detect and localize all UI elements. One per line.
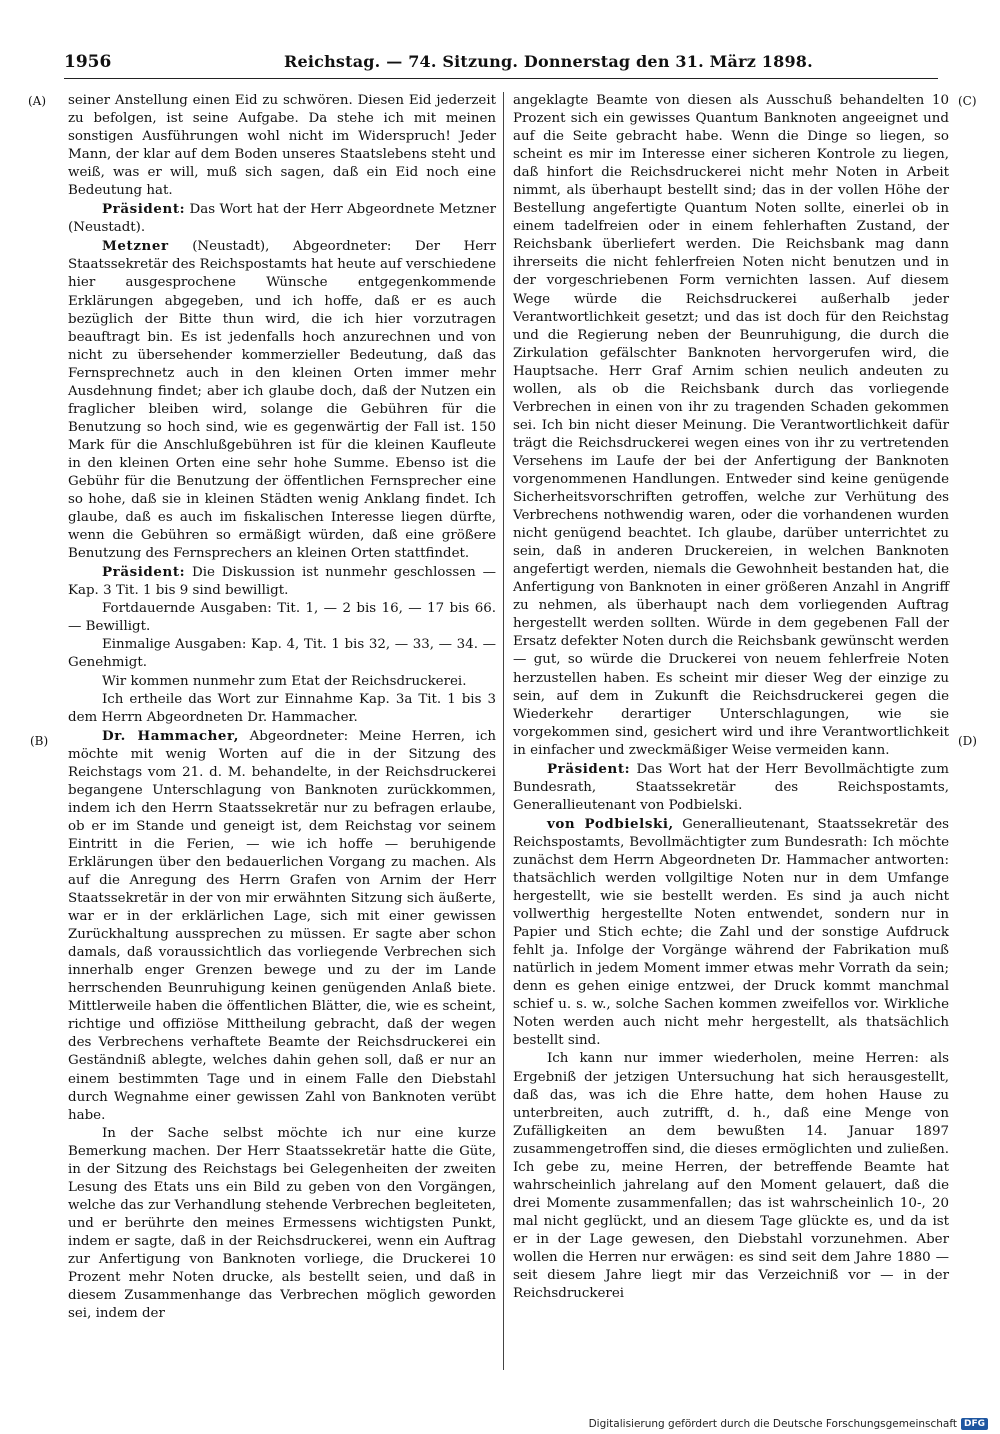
speech-text: Abgeordneter: Meine Herren, ich möchte mit wenig Worten auf die in der Sitzung des Reichstags vom 21. d. M. behandelte, in der Reichsdruckerei begangene Unterschlagung von Banknoten zurückkommen, indem ich den Herrn Staatssekretär nur zu befragen erlaube, ob er im Stande und geneigt ist, dem Reichstag vor seinem Eintritt in die Ferien, — wie ich hoffe — beruhigende Erklärungen über den bedauerlichen Vorgang zu machen. Als auf die Anregung des Herrn Grafen von Arnim der Herr Staatssekretär in der von mir erwähnten Sitzung sich äußerte, war er in der erklärlichen Lage, sich mit einer gewissen Zurückhaltung aussprechen zu müssen. Er sagte aber schon damals, daß voraussichtlich das vorliegende Verbrechen sich innerhalb enger Grenzen bewege und zu der im Lande herrschenden Beunruhigung keinen genügenden Anlaß biete. Mittlerweile haben die öffentlichen Blätter, die, wie es scheint, richtige und offiziöse Mittheilung gebracht, daß der wegen des Verbrechens verhaftete Beamte der Reichsdruckerei ein Geständniß ablegte, welches dahin gehen soll, daß er nur an einem bestimmten Tage und in einem Falle den Diebstahl durch Wegnahme einer gewissen Zahl von Banknoten verübt habe.	[68, 728, 496, 1123]
margin-marker-b: (B)	[30, 734, 49, 748]
speaker-name: Präsident:	[547, 760, 631, 777]
dfg-logo-icon: DFG	[961, 1418, 988, 1430]
speech-text: Das Wort hat der Herr Bevollmächtigte zum Bundesrath, Staatssekretär des Reichspostamts, Generallieutenant von Podbielski.	[513, 761, 949, 813]
speaker-name: Präsident:	[102, 564, 186, 581]
margin-marker-c: (C)	[958, 94, 977, 108]
paragraph: seiner Anstellung einen Eid zu schwören. Diesen Eid jederzeit zu befolgen, ist seine Aufgabe. Da stehe ich mit meinen sonstigen Ausführungen wohl nicht im Widerspruch! Jeder Mann, der klar auf dem Boden unseres Staatslebens steht und weiß, was er will, muß sich sagen, daß ein Eid noch eine Bedeutung hat.	[68, 93, 496, 199]
speech-text: Das Wort hat der Herr Abgeordnete Metzner (Neustadt).	[68, 202, 496, 236]
paragraph	[68, 563, 496, 600]
speaker-name: Präsident:	[102, 201, 186, 218]
paragraph	[68, 237, 496, 563]
paragraph: Einmalige Ausgaben: Kap. 4, Tit. 1 bis 32, — 33, — 34. — Genehmigt.	[68, 637, 496, 671]
paragraph: In der Sache selbst möchte ich nur eine kurze Bemerkung machen. Der Herr Staatssekretär hatte die Güte, in der Sitzung des Reichstags bei Gelegenheiten der zweiten Lesung des Etats uns ein Bild zu geben von den Vorgängen, welche das zur Verhandlung stehende Verbrechen begleiteten, und er berührte den meines Ermessens wichtigsten Punkt, indem er sagte, daß in der Reichsdruckerei, wenn ein Auftrag zur Anfertigung von Banknoten vorliege, die Druckerei 10 Prozent mehr Noten drucke, als bestellt seien, und daß in diesem Zusammenhange das Verbrechen möglich geworden sei, indem der	[68, 1125, 496, 1322]
running-title: Reichstag. — 74. Sitzung. Donnerstag den 31. März 1898.	[284, 52, 813, 71]
paragraph	[513, 815, 949, 1051]
right-column	[513, 92, 949, 1303]
column-divider	[503, 92, 504, 1370]
speaker-name: Dr. Hammacher,	[102, 727, 239, 744]
digitization-credit: Digitalisierung gefördert durch die Deutsche Forschungsgemeinschaft	[588, 1418, 957, 1430]
paragraph	[68, 200, 496, 237]
page-number: 1956	[64, 52, 112, 72]
paragraph: angeklagte Beamte von diesen als Ausschuß behandelten 10 Prozent sich ein gewisses Quantum Banknoten angeeignet und auf die Seite gebracht habe. Wenn die Dinge so liegen, so scheint es mir im Interesse einer sicheren Kontrole zu liegen, daß hinfort die Reichsdruckerei nicht mehr Noten in Arbeit nimmt, als überhaupt bestellt sind; das in der vollen Höhe der Bestellung angefertigte Quantum Noten sollte, einerlei ob in einem tadelfreien oder in einem fehlerhaften Zustand, der Reichsbank überliefert werden. Die Reichsbank mag dann ihrerseits die nicht fehlerfreien Noten nicht benutzen und in der vorgeschriebenen Form vernichten lassen. Auf diesem Wege würde die Reichsdruckerei außerhalb jeder Verantwortlichkeit gesetzt; und das ist doch für den Reichstag und die Regierung neben der Beunruhigung, die durch die Zirkulation gefälschter Banknoten hervorgerufen wird, die Hauptsache. Herr Graf Arnim schien neulich andeuten zu wollen, als ob die Reichsbank durch das vorliegende Verbrechen in einen von ihr zu tragenden Schaden gekommen sei. Ich bin nicht dieser Meinung. Die Verantwortlichkeit dafür trägt die Reichsdruckerei wegen eines von ihr zu vertretenden Versehens im Laufe der bei der Anfertigung der Banknoten vorgenommenen Handlungen. Entweder sind keine genügende Sicherheitsvorschriften getroffen, welche zur Verhütung des Verbrechens nothwendig waren, oder die vorhandenen wurden nicht genügend beachtet. Ich glaube, darüber unterrichtet zu sein, daß in anderen Druckereien, in welchen Banknoten angefertigt werden, niemals die Gewohnheit bestanden hat, die Anfertigung von Banknoten in einer größeren Anzahl in Angriff zu nehmen, als überhaupt nach dem vorliegenden Auftrag hergestellt werden sollten. Würde in dem gegebenen Fall der Ersatz defekter Noten durch die Reichsbank gewünscht werden — gut, so würde die Druckerei von neuem fehlerfreie Noten herzustellen haben. Es scheint mir dieser Weg der einzige zu sein, auf dem in Zukunft die Reichsdruckerei gegen die Wiederkehr derartiger Unterschlagungen, wie sie vorgekommen sind, gesichert wird und ihre Verantwortlichkeit in einfacher und zweckmäßiger Weise vermeiden kann.	[513, 93, 949, 758]
paragraph: Wir kommen nunmehr zum Etat der Reichsdruckerei.	[102, 673, 467, 689]
paragraph: Ich ertheile das Wort zur Einnahme Kap. 3a Tit. 1 bis 3 dem Herrn Abgeordneten Dr. Hammacher.	[68, 691, 496, 725]
margin-marker-d: (D)	[958, 734, 977, 748]
paragraph	[68, 727, 496, 1125]
speaker-name: Metzner	[102, 238, 169, 255]
left-column	[68, 92, 496, 1323]
speech-text: Generallieutenant, Staatssekretär des Reichspostamts, Bevollmächtigter zum Bundesrath: Ich möchte zunächst dem Herrn Abgeordneten Dr. Hammacher antworten: thatsächlich werden vollgiltige Noten nur in dem Umfange hergestellt, wie sie bestellt werden. Es sind ja auch nicht vollwerthig hergestellte Noten entwendet, sondern nur in Papier und Stich echte; die Zahl und der sonstige Aufdruck fehlt ja. Infolge der Vorgänge während der Fabrikation muß natürlich in jedem Moment immer etwas mehr Vorrath da sein; denn es gehen einige entzwei, der Druck kommt manchmal schief u. s. w., solche Sachen kommen zweifellos vor. Wirkliche Noten werden auch nicht mehr hergestellt, als thatsächlich bestellt sind.	[513, 816, 949, 1049]
paragraph: Fortdauernde Ausgaben: Tit. 1, — 2 bis 16, — 17 bis 66. — Bewilligt.	[68, 601, 496, 635]
speech-text: Die Diskussion ist nunmehr geschlossen — Kap. 3 Tit. 1 bis 9 sind bewilligt.	[68, 565, 496, 599]
paragraph: Ich kann nur immer wiederholen, meine Herren: als Ergebniß der jetzigen Untersuchung hat sich herausgestellt, daß das, was ich die Ehre hatte, dem hohen Hause zu unterbreiten, auch zutrifft, d. h., daß eine Menge von Zufälligkeiten an dem bewußten 14. Januar 1897 zusammengetroffen sind, die dieses ermöglichten und zuließen. Ich gebe zu, meine Herren, der betreffende Beamte hat wahrscheinlich jahrelang auf den Moment gelauert, daß die drei Momente zusammenfallen; das ist wahrscheinlich 10-, 20 mal nicht geglückt, und an diesem Tage glückte es, und da ist er in der Lage gewesen, den Diebstahl vorzunehmen. Aber wollen die Herren nur erwägen: es sind seit dem Jahre 1880 — seit diesem Jahre liegt mir das Verzeichniß vor — in der Reichsdruckerei	[513, 1051, 949, 1302]
page-header	[64, 50, 938, 79]
margin-marker-a: (A)	[28, 94, 47, 108]
speaker-name: von Podbielski,	[547, 815, 674, 832]
speech-text: (Neustadt), Abgeordneter: Der Herr Staatssekretär des Reichspostamts hat heute auf verschiedene hier ausgesprochene Wünsche entgegenkommende Erklärungen abgegeben, und ich hoffe, daß er es auch bezüglich der Bitte thun wird, die ich hier vorzutragen beauftragt bin. Es ist jedenfalls hoch anzurechnen und von nicht zu übersehender kommerzieller Bedeutung, daß das Fernsprechnetz auch in den kleinen Orten immer mehr Ausdehnung findet; aber ich glaube doch, daß der Nutzen ein fraglicher bleiben wird, solange die Gebühren für die Benutzung so hoch sind, wie es gegenwärtig der Fall ist. 150 Mark für die Anschlußgebühren ist für die kleinen Kaufleute in den kleinen Orten eine sehr hohe Summe. Ebenso ist die Gebühr für die Benutzung der öffentlichen Fernsprecher eine so hohe, daß sie in kleinen Städten wenig Anklang findet. Ich glaube, daß es auch im fiskalischen Interesse liegen dürfte, wenn die Gebühren so ermäßigt würden, daß eine größere Benutzung des Fernsprechers an kleinen Orten stattfindet.	[68, 239, 496, 562]
footer-credit	[589, 1418, 988, 1430]
paragraph	[513, 760, 949, 815]
